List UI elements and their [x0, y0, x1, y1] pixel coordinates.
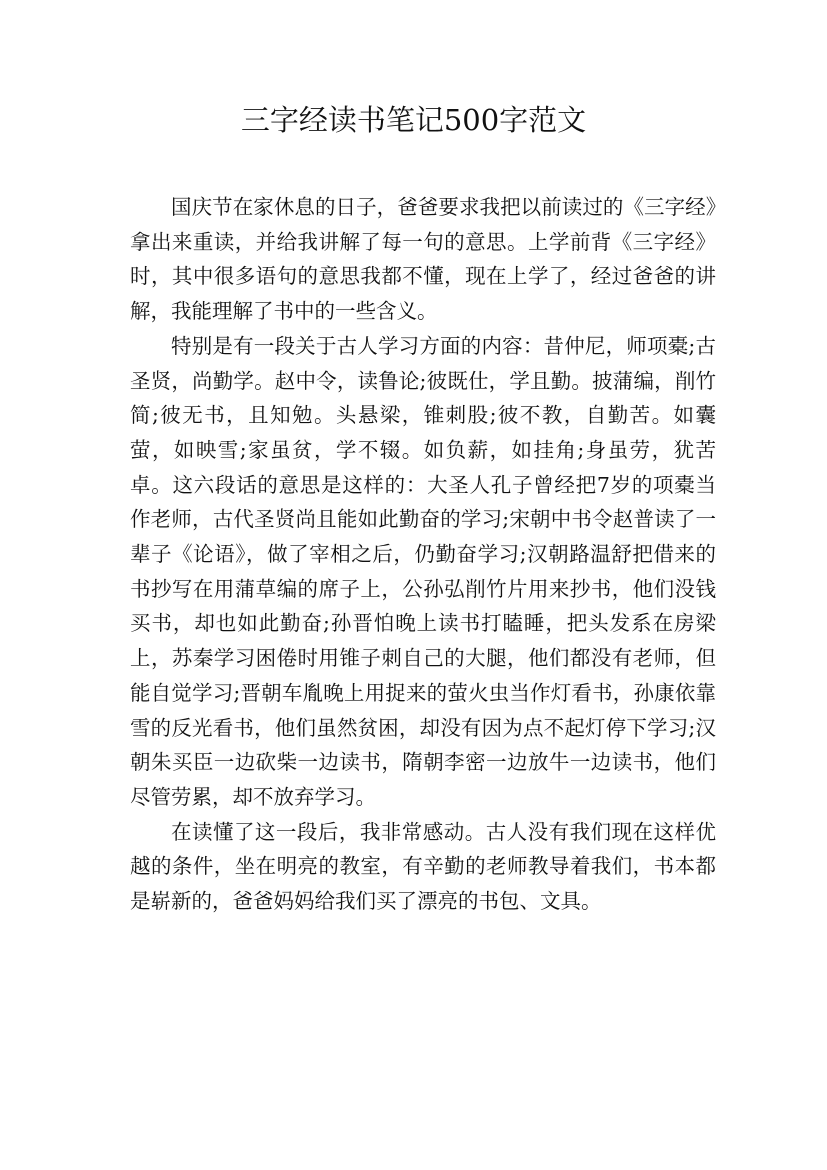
- paragraph-3: 在读懂了这一段后，我非常感动。古人没有我们现在这样优越的条件，坐在明亮的教室，有辛勤的老师教导着我们，书本都是崭新的，爸爸妈妈给我们买了漂亮的书包、文具。: [130, 819, 716, 914]
- document-title: 三字经读书笔记500字范文: [240, 103, 587, 137]
- paragraph-1: 国庆节在家休息的日子，爸爸要求我把以前读过的《三字经》拿出来重读，并给我讲解了每一句的意思。上学前背《三字经》时，其中很多语句的意思我都不懂，现在上学了，经过爸爸的讲解，我能理解了书中的一些含义。: [130, 195, 716, 324]
- paragraph-2: 特别是有一段关于古人学习方面的内容：昔仲尼，师项橐;古圣贤，尚勤学。赵中令，读鲁论;彼既仕，学且勤。披蒲编，削竹简;彼无书，且知勉。头悬梁，锥刺股;彼不教，自勤苦。如囊萤，如映雪;家虽贫，学不辍。如负薪，如挂角;身虽劳，犹苦卓。这六段话的意思是这样的：大圣人孔子曾经把7岁的项橐当作老师，古代圣贤尚且能如此勤奋的学习;宋朝中书令赵普读了一辈子《论语》，做了宰相之后，仍勤奋学习;汉朝路温舒把借来的书抄写在用蒲草编的席子上，公孙弘削竹片用来抄书，他们没钱买书，却也如此勤奋;孙晋怕晚上读书打瞌睡，把头发系在房梁上，苏秦学习困倦时用锥子刺自己的大腿，他们都没有老师，但能自觉学习;晋朝车胤晚上用捉来的萤火虫当作灯看书，孙康依靠雪的反光看书，他们虽然贫困，却没有因为点不起灯停下学习;汉朝朱买臣一边砍柴一边读书，隋朝李密一边放牛一边读书，他们尽管劳累，却不放弃学习。: [130, 333, 716, 809]
- document-body: [130, 190, 716, 919]
